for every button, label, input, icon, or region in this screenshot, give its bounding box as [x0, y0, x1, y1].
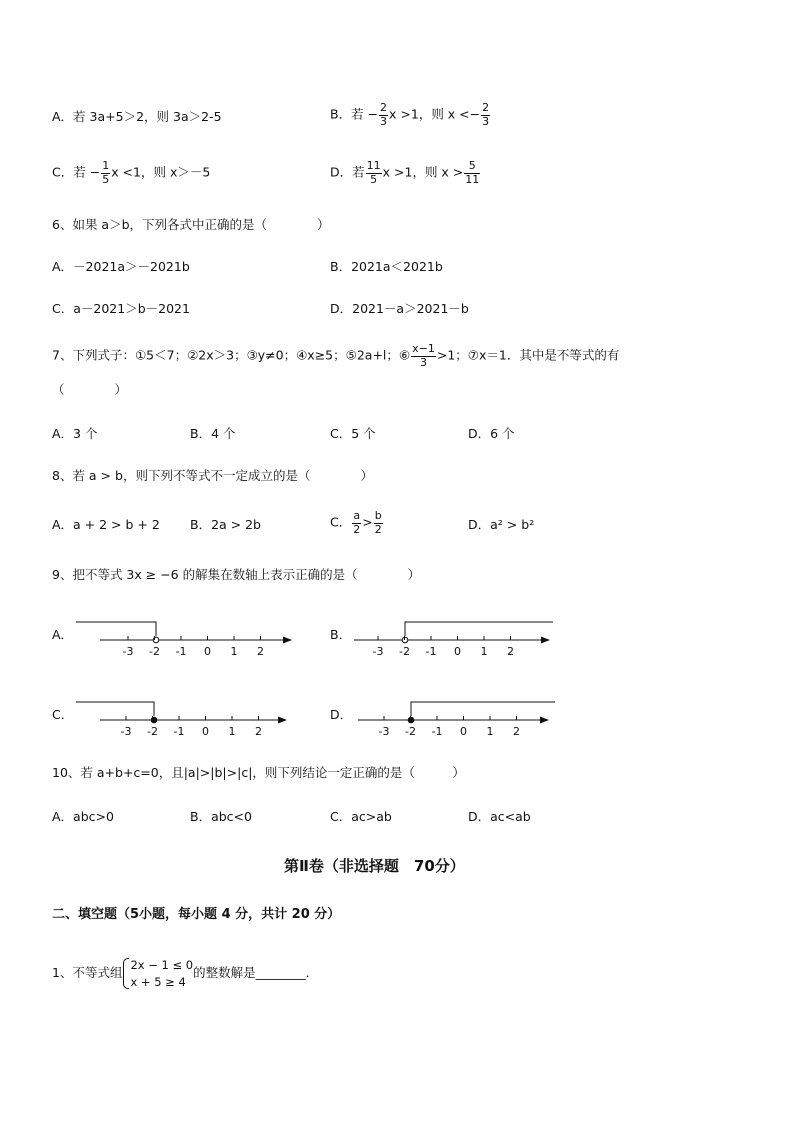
fraction: $\frac{2}{3}$ — [380, 101, 388, 128]
q6-option-b: B．2021a＜2021b — [330, 259, 443, 274]
tick-label: -3 — [122, 645, 134, 658]
fraction: $\frac{a}{2}$ — [353, 509, 361, 536]
tick-label: 1 — [230, 645, 238, 658]
inequality-system: 2x − 1 ≤ 0 x + 5 ≥ 4 — [122, 957, 193, 990]
q5-option-d: D．若 $\frac{11}{5}$ x >1，则 x > $\frac{5}{11}$ — [330, 159, 480, 186]
q9-number-line-a — [70, 612, 300, 660]
fraction: $\frac{5}{11}$ — [465, 159, 480, 186]
q10-option-c: C．ac>ab — [330, 809, 392, 824]
q6-stem: 6、如果 a＞b，下列各式中正确的是（ ） — [52, 217, 330, 232]
tick-label: 0 — [454, 645, 461, 658]
q9-option-d-label: D． — [330, 707, 353, 722]
fill-question-1: 1、不等式组 2x − 1 ≤ 0 x + 5 ≥ 4 的整数解是________． — [52, 958, 319, 989]
q7-stem: 7、下列式子：①5＜7；②2x＞3；③y≠0；④x≥5；⑤2a+l；⑥ $\frac{x-1}{3}$ >1；⑦x＝1．其中是不等式的有 — [52, 342, 620, 369]
q8-option-b: B．2a > 2b — [190, 517, 261, 532]
tick-label: 0 — [204, 645, 211, 658]
q9-option-a-label: A． — [52, 627, 74, 642]
fraction: $\frac{2}{3}$ — [482, 101, 490, 128]
tick-label: -2 — [399, 645, 410, 658]
tick-label: -2 — [405, 725, 416, 738]
q7-option-a: A．3 个 — [52, 426, 98, 441]
tick-label: -1 — [173, 725, 185, 738]
tick-label: 2 — [507, 645, 514, 658]
q8-option-c: C． $\frac{a}{2}$ > $\frac{b}{2}$ — [330, 509, 382, 536]
tick-label: -3 — [120, 725, 132, 738]
q8-stem: 8、若 a > b，则下列不等式不一定成立的是（ ） — [52, 468, 373, 483]
q9-stem: 9、把不等式 3x ≥ −6 的解集在数轴上表示正确的是（ ） — [52, 567, 421, 582]
fraction: $\frac{11}{5}$ — [366, 159, 381, 186]
tick-label: -2 — [147, 725, 158, 738]
q7-option-d: D．6 个 — [468, 426, 515, 441]
q10-option-d: D．ac<ab — [468, 809, 531, 824]
q6-option-a: A．－2021a＞－2021b — [52, 259, 190, 274]
q7-option-c: C．5 个 — [330, 426, 376, 441]
q8-option-d: D．a² > b² — [468, 517, 535, 532]
tick-label: 2 — [513, 725, 520, 738]
q5-option-c: C．若 − $\frac{1}{5}$ x <1，则 x＞－5 — [52, 159, 211, 186]
tick-label: -2 — [149, 645, 160, 658]
q9-option-c-label: C． — [52, 707, 74, 722]
fraction: $\frac{b}{2}$ — [374, 509, 382, 536]
q9-number-line-d — [352, 692, 562, 740]
fraction: $\frac{1}{5}$ — [102, 159, 110, 186]
tick-label: 0 — [460, 725, 467, 738]
q7-option-b: B．4 个 — [190, 426, 236, 441]
q10-option-b: B．abc<0 — [190, 809, 252, 824]
q9-number-line-b — [348, 612, 558, 660]
tick-label: 0 — [202, 725, 209, 738]
tick-label: 2 — [257, 645, 264, 658]
tick-label: 1 — [480, 645, 488, 658]
fraction: $\frac{x-1}{3}$ — [412, 342, 435, 369]
tick-label: 1 — [486, 725, 494, 738]
tick-label: -1 — [175, 645, 187, 658]
tick-label: -1 — [425, 645, 437, 658]
q10-option-a: A．abc>0 — [52, 809, 114, 824]
q6-option-c: C．a－2021＞b－2021 — [52, 301, 190, 316]
q10-stem: 10、若 a+b+c=0，且|a|>|b|>|c|，则下列结论一定正确的是（ ） — [52, 765, 465, 780]
q7-paren: （ ） — [52, 382, 128, 397]
tick-label: -3 — [372, 645, 384, 658]
q8-option-a: A．a + 2 > b + 2 — [52, 517, 160, 532]
part2-header: 二、填空题（5小题，每小题 4 分，共计 20 分） — [52, 907, 341, 922]
q6-option-d: D．2021－a＞2021－b — [330, 301, 469, 316]
q9-number-line-c — [70, 692, 300, 740]
q9-option-b-label: B． — [330, 627, 352, 642]
tick-label: 2 — [255, 725, 262, 738]
tick-label: -3 — [378, 725, 390, 738]
tick-label: 1 — [228, 725, 236, 738]
section-title: 第Ⅱ卷（非选择题 70分） — [284, 857, 465, 875]
tick-label: -1 — [431, 725, 443, 738]
q5-option-a: A．若 3a+5＞2，则 3a＞2-5 — [52, 109, 222, 124]
q5-option-b: B．若 − $\frac{2}{3}$ x >1，则 x <− $\frac{2}{3}$ — [330, 101, 490, 128]
